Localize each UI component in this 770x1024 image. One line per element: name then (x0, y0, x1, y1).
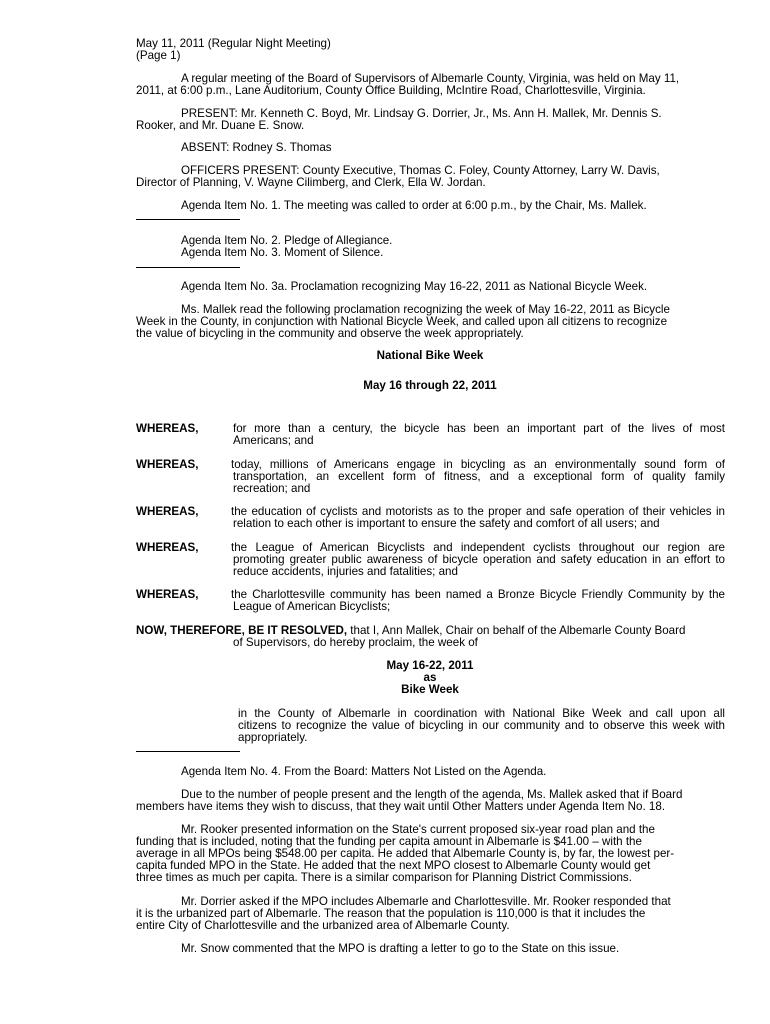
page-number: (Page 1) (136, 49, 181, 62)
proclamation-title: National Bike Week (376, 349, 484, 362)
rooker-paragraph-line: funding that is included, noting that the funding per capita amount in Albemarle is $41.00 – with the (136, 835, 642, 848)
dorrier-paragraph-line: entire City of Charlottesville and the urbanized area of Albemarle County. (136, 919, 510, 932)
closing-line: in the County of Albemarle in coordination with National Bike Week and call upon all (238, 707, 725, 720)
rooker-paragraph-line: average in all MPOs being $548.00 per capita. He added that Albemarle County is, by far, the lowest per- (136, 847, 675, 860)
whereas-clause-line: the League of American Bicyclists and independent cyclists throughout our region are (231, 541, 725, 554)
present-line: PRESENT: Mr. Kenneth C. Boyd, Mr. Lindsay G. Dorrier, Jr., Ms. Ann H. Mallek, Mr. Dennis S. (181, 107, 662, 120)
whereas-clause-line: the education of cyclists and motorists as to the proper and safe operation of their vehicles in (231, 505, 725, 518)
whereas-label: WHEREAS, (136, 422, 199, 435)
proclaimed-dates: May 16-22, 2011 (386, 659, 474, 672)
officers-line: Director of Planning, V. Wayne Cilimberg, and Clerk, Ella W. Jordan. (136, 176, 486, 189)
rooker-paragraph-line: capita funded MPO in the State. He added that the next MPO closest to Albemarle County would get (136, 859, 651, 872)
whereas-clause-line: today, millions of Americans engage in bicycling as an environmentally sound form of (231, 458, 725, 471)
section-divider (136, 751, 240, 752)
whereas-label: WHEREAS, (136, 541, 199, 554)
section-divider (136, 219, 240, 220)
officers-line: OFFICERS PRESENT: County Executive, Thomas C. Foley, County Attorney, Larry W. Davis, (181, 164, 660, 177)
absent-line: ABSENT: Rodney S. Thomas (181, 141, 332, 154)
agenda-item-3: Agenda Item No. 3. Moment of Silence. (181, 246, 384, 259)
closing-line: appropriately. (238, 731, 308, 744)
whereas-clause-line: promoting greater public awareness of bicycle operation and safety education in an effort to (233, 553, 725, 566)
whereas-clause-line: reduce accidents, injuries and fatalities; and (233, 565, 458, 578)
proclamation-dates: May 16 through 22, 2011 (363, 379, 497, 392)
resolved-label: NOW, THEREFORE, BE IT RESOLVED, (136, 624, 348, 637)
whereas-clause-line: relation to each other is important to ensure the safety and comfort of all users; and (233, 517, 660, 530)
mallek-paragraph-line: the value of bicycling in the community and observe the week appropriately. (136, 327, 524, 340)
whereas-label: WHEREAS, (136, 588, 199, 601)
rooker-paragraph-line: Mr. Rooker presented information on the State's current proposed six-year road plan and the (181, 823, 655, 836)
meeting-header: May 11, 2011 (Regular Night Meeting) (136, 37, 331, 50)
closing-line: citizens to recognize the value of bicycling in our community and to observe this week with (238, 719, 725, 732)
intro-paragraph-line: 2011, at 6:00 p.m., Lane Auditorium, County Office Building, McIntire Road, Charlottesville, Virginia. (136, 84, 646, 97)
whereas-clause-line: Americans; and (233, 434, 314, 447)
whereas-clause-line: for more than a century, the bicycle has been an important part of the lives of most (233, 422, 725, 435)
dorrier-paragraph-line: it is the urbanized part of Albemarle. The reason that the population is 110,000 is that it includes the (136, 907, 646, 920)
agenda-item-4: Agenda Item No. 4. From the Board: Matters Not Listed on the Agenda. (181, 765, 547, 778)
mallek-paragraph-line: Week in the County, in conjunction with National Bicycle Week, and called upon all citizens to recognize (136, 315, 668, 328)
agenda-item-1: Agenda Item No. 1. The meeting was called to order at 6:00 p.m., by the Chair, Ms. Mallek. (181, 199, 647, 212)
proclaimed-as: as (423, 671, 437, 684)
item4-paragraph-line: Due to the number of people present and the length of the agenda, Ms. Mallek asked that if Board (181, 788, 683, 801)
item4-paragraph-line: members have items they wish to discuss, that they wait until Other Matters under Agenda Item No. 18. (136, 800, 666, 813)
whereas-clause-line: recreation; and (233, 482, 311, 495)
whereas-clause-line: transportation, an excellent form of fitness, and a exceptional form of quality family (233, 470, 725, 483)
rooker-paragraph-line: three times as much per capita. There is a similar comparison for Planning District Commissions. (136, 871, 632, 884)
agenda-item-2: Agenda Item No. 2. Pledge of Allegiance. (181, 234, 393, 247)
snow-paragraph-line: Mr. Snow commented that the MPO is drafting a letter to go to the State on this issue. (181, 942, 620, 955)
whereas-clause-line: the Charlottesville community has been named a Bronze Bicycle Friendly Community by the (231, 588, 725, 601)
resolved-text: that I, Ann Mallek, Chair on behalf of the Albemarle County Board (347, 624, 686, 637)
resolved-line: of Supervisors, do hereby proclaim, the week of (233, 636, 478, 649)
mallek-paragraph-line: Ms. Mallek read the following proclamation recognizing the week of May 16-22, 2011 as Bicycle (181, 303, 670, 316)
whereas-label: WHEREAS, (136, 505, 199, 518)
whereas-label: WHEREAS, (136, 458, 199, 471)
proclaimed-name: Bike Week (401, 683, 459, 696)
agenda-item-3a: Agenda Item No. 3a. Proclamation recognizing May 16-22, 2011 as National Bicycle Week. (181, 280, 648, 293)
present-line: Rooker, and Mr. Duane E. Snow. (136, 119, 305, 132)
dorrier-paragraph-line: Mr. Dorrier asked if the MPO includes Albemarle and Charlottesville. Mr. Rooker responded that (181, 895, 671, 908)
intro-paragraph-line: A regular meeting of the Board of Supervisors of Albemarle County, Virginia, was held on May 11, (181, 72, 680, 85)
section-divider (136, 267, 240, 268)
whereas-clause-line: League of American Bicyclists; (233, 600, 391, 613)
